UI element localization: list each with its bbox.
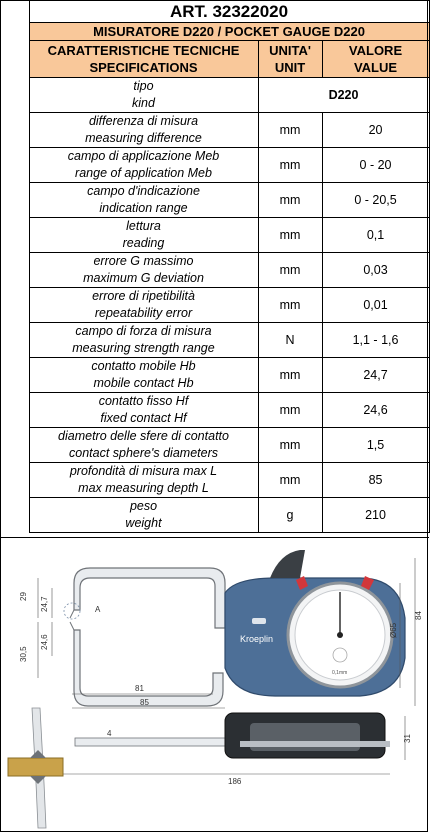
side-arm <box>75 738 225 746</box>
spec-name <box>29 253 258 288</box>
spec-unit: mm <box>258 253 322 288</box>
spec-name <box>29 78 258 113</box>
dim-24-7: 24,7 <box>40 596 49 612</box>
spec-name-en: measuring difference <box>85 131 202 145</box>
spec-name-it: diametro delle sfere di contatto <box>58 429 229 443</box>
col-header-value <box>322 41 429 78</box>
dim-diameter-65: Ø65 <box>389 622 398 638</box>
col-header-spec-en: SPECIFICATIONS <box>89 60 198 75</box>
spec-name-it: lettura <box>126 219 161 233</box>
dial-hub <box>337 632 343 638</box>
col-header-value-en: VALUE <box>353 60 398 75</box>
spec-name <box>29 358 258 393</box>
dim-85: 85 <box>140 698 149 707</box>
upper-jaw <box>74 568 225 628</box>
spec-unit: mm <box>258 428 322 463</box>
detail-label: A <box>95 605 101 614</box>
article-number: ART. 32322020 <box>29 1 429 23</box>
table-row <box>0 463 429 498</box>
spec-value: 0 - 20,5 <box>322 183 429 218</box>
lower-contact <box>70 622 74 630</box>
table-row <box>0 393 429 428</box>
spec-value: 24,6 <box>322 393 429 428</box>
spec-name <box>29 183 258 218</box>
spec-name-en: measuring strength range <box>72 341 215 355</box>
spec-value: 0,1 <box>322 218 429 253</box>
spec-name <box>29 428 258 463</box>
dim-186: 186 <box>228 777 242 786</box>
spec-value: 0 - 20 <box>322 148 429 183</box>
spec-name-it: campo di applicazione Meb <box>67 149 220 163</box>
spec-name-en: reading <box>122 236 165 250</box>
left-gutter <box>0 1 29 533</box>
col-header-unit <box>258 41 322 78</box>
spec-name <box>29 148 258 183</box>
spec-name-it: contatto mobile Hb <box>91 359 196 373</box>
spec-value: 210 <box>322 498 429 533</box>
usage-illustration <box>8 708 63 828</box>
spec-name-en: range of application Meb <box>75 166 212 180</box>
technical-drawing <box>0 537 429 834</box>
spec-name <box>29 463 258 498</box>
table-row <box>0 288 429 323</box>
spec-value: 1,5 <box>322 428 429 463</box>
dim-84: 84 <box>414 611 423 620</box>
spec-name <box>29 393 258 428</box>
upper-contact <box>70 610 74 618</box>
table-row <box>0 253 429 288</box>
col-header-value-it: VALORE <box>348 43 403 58</box>
spec-name-it: differenza di misura <box>88 114 199 128</box>
gauge-drawing <box>0 538 429 834</box>
spec-unit: g <box>258 498 322 533</box>
spec-name-en: kind <box>132 96 155 110</box>
spec-unit: mm <box>258 288 322 323</box>
spec-name-en: repeatability error <box>94 306 193 320</box>
dim-4: 4 <box>107 729 112 738</box>
spec-value: 20 <box>322 113 429 148</box>
spec-value: D220 <box>258 78 429 113</box>
spec-name-it: peso <box>129 499 158 513</box>
spec-unit: mm <box>258 393 322 428</box>
col-header-spec <box>29 41 258 78</box>
spec-name-it: errore G massimo <box>93 254 194 268</box>
workpiece <box>8 758 63 776</box>
col-header-spec-it: CARATTERISTICHE TECNICHE <box>47 43 240 58</box>
spec-name <box>29 498 258 533</box>
dim-24-6: 24,6 <box>40 634 49 650</box>
spec-name <box>29 288 258 323</box>
spec-name-en: indication range <box>99 201 188 215</box>
spec-value: 24,7 <box>322 358 429 393</box>
table-row <box>0 218 429 253</box>
spec-unit: mm <box>258 148 322 183</box>
table-row <box>0 148 429 183</box>
table-row <box>0 498 429 533</box>
col-header-unit-en: UNIT <box>274 60 306 75</box>
spec-unit: mm <box>258 218 322 253</box>
spec-value: 1,1 - 1,6 <box>322 323 429 358</box>
spec-name-en: weight <box>125 516 162 530</box>
table-row <box>0 113 429 148</box>
col-header-unit-it: UNITA' <box>269 43 311 58</box>
dim-30-5: 30,5 <box>19 646 28 662</box>
spec-value: 0,01 <box>322 288 429 323</box>
spec-name <box>29 218 258 253</box>
table-row <box>0 358 429 393</box>
dim-81: 81 <box>135 684 144 693</box>
gauge-top-view <box>19 550 423 708</box>
spec-value: 0,03 <box>322 253 429 288</box>
spec-unit: mm <box>258 183 322 218</box>
side-bezel <box>240 741 390 747</box>
spec-name-it: errore di ripetibilità <box>92 289 195 303</box>
product-subtitle: MISURATORE D220 / POCKET GAUGE D220 <box>29 23 429 41</box>
spec-name-it: campo di forza di misura <box>75 324 212 338</box>
spec-name <box>29 323 258 358</box>
spec-name-en: max measuring depth L <box>78 481 209 495</box>
spec-name-it: campo d'indicazione <box>87 184 200 198</box>
lever <box>270 550 305 578</box>
table-row <box>0 78 429 113</box>
gauge-side-view <box>50 713 412 786</box>
dim-29: 29 <box>19 592 28 601</box>
spec-unit: mm <box>258 358 322 393</box>
spec-name-en: fixed contact Hf <box>100 411 187 425</box>
brand-logo: Kroeplin <box>240 634 274 644</box>
spec-name-it: contatto fisso Hf <box>98 394 189 408</box>
spec-unit: mm <box>258 113 322 148</box>
usage-contact-top <box>30 750 46 758</box>
dial-unit-label: 0,1mm <box>332 670 348 676</box>
table-row <box>0 428 429 463</box>
spec-name-it: tipo <box>133 79 154 93</box>
brand-badge <box>252 618 266 624</box>
lower-jaw <box>74 630 223 706</box>
spec-unit: mm <box>258 463 322 498</box>
table-row <box>0 183 429 218</box>
spec-value: 85 <box>322 463 429 498</box>
spec-name-en: contact sphere's diameters <box>69 446 218 460</box>
spec-name-en: maximum G deviation <box>83 271 204 285</box>
spec-unit: N <box>258 323 322 358</box>
spec-name-it: profondità di misura max L <box>69 464 218 478</box>
dim-31: 31 <box>403 734 412 743</box>
table-row <box>0 323 429 358</box>
spec-name-en: mobile contact Hb <box>93 376 194 390</box>
spec-name <box>29 113 258 148</box>
